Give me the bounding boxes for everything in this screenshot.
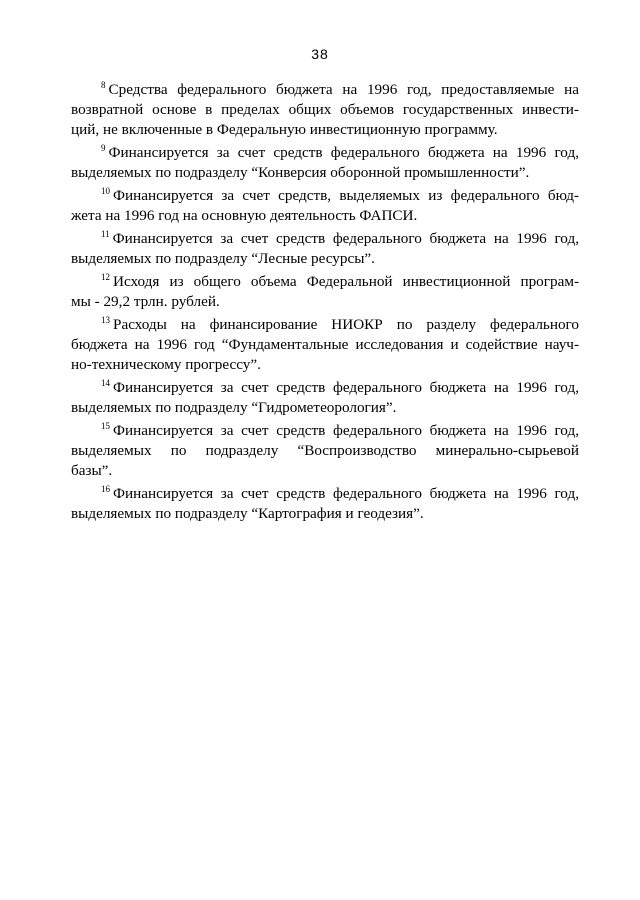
footnote-marker: 16 [101, 484, 110, 494]
footnote-12 [71, 272, 579, 312]
footnote-line: бюджета на 1996 год “Фундаментальные исследования и содействие науч- [71, 336, 579, 353]
page-number: 38 [311, 46, 329, 62]
footnote-line: выделяемых по подразделу “Картография и геодезия”. [71, 505, 424, 522]
footnote-line: $^{16}$ Финансируется за счет средств федерального бюджета на 1996 год, [101, 484, 579, 502]
footnote-line: выделяемых по подразделу “Лесные ресурсы”. [71, 250, 375, 267]
footnote-line: $^{15}$ Финансируется за счет средств федерального бюджета на 1996 год, [101, 421, 579, 439]
footnote-line: мы - 29,2 трлн. рублей. [71, 293, 220, 310]
footnote-line: возвратной основе в пределах общих объемов государственных инвести- [71, 101, 579, 118]
footnote-8 [71, 80, 579, 140]
footnote-9 [71, 143, 579, 183]
footnote-15 [71, 421, 579, 481]
footnote-line: $^8$ Средства федерального бюджета на 1996 год, предоставляемые на [101, 80, 579, 98]
footnote-line: выделяемых по подразделу “Гидрометеорология”. [71, 399, 397, 416]
footnote-11 [71, 229, 579, 269]
footnote-line: $^{14}$ Финансируется за счет средств федерального бюджета на 1996 год, [101, 378, 579, 396]
footnote-line: выделяемых по подразделу “Воспроизводство минерально-сырьевой [71, 442, 579, 459]
footnote-line: жета на 1996 год на основную деятельность ФАПСИ. [71, 207, 418, 224]
footnote-line: базы”. [71, 462, 113, 479]
footnote-line: $^{11}$ Финансируется за счет средств федерального бюджета на 1996 год, [101, 229, 579, 247]
footnote-marker: 11 [101, 229, 110, 239]
footnote-marker: 13 [101, 315, 110, 325]
footnote-14 [71, 378, 579, 418]
footnote-line: ций, не включенные в Федеральную инвестиционную программу. [71, 121, 498, 138]
footnote-marker: 9 [101, 143, 106, 153]
footnote-10 [71, 186, 579, 226]
footnote-13 [71, 315, 579, 375]
footnote-line: но-техническому прогрессу”. [71, 356, 261, 373]
footnotes-list [71, 80, 579, 527]
footnote-line: $^{10}$ Финансируется за счет средств, выделяемых из федерального бюд- [101, 186, 579, 204]
footnote-line: $^{13}$ Расходы на финансирование НИОКР по разделу федерального [101, 315, 579, 333]
footnote-16 [71, 484, 579, 524]
footnote-line: $^{12}$ Исходя из общего объема Федеральной инвестиционной програм- [101, 272, 579, 290]
footnote-marker: 12 [101, 272, 110, 282]
footnote-marker: 15 [101, 421, 110, 431]
footnote-marker: 10 [101, 186, 110, 196]
footnote-line: $^9$ Финансируется за счет средств федерального бюджета на 1996 год, [101, 143, 579, 161]
footnote-marker: 14 [101, 378, 110, 388]
footnote-marker: 8 [101, 80, 106, 90]
footnote-line: выделяемых по подразделу “Конверсия оборонной промышленности”. [71, 164, 530, 181]
